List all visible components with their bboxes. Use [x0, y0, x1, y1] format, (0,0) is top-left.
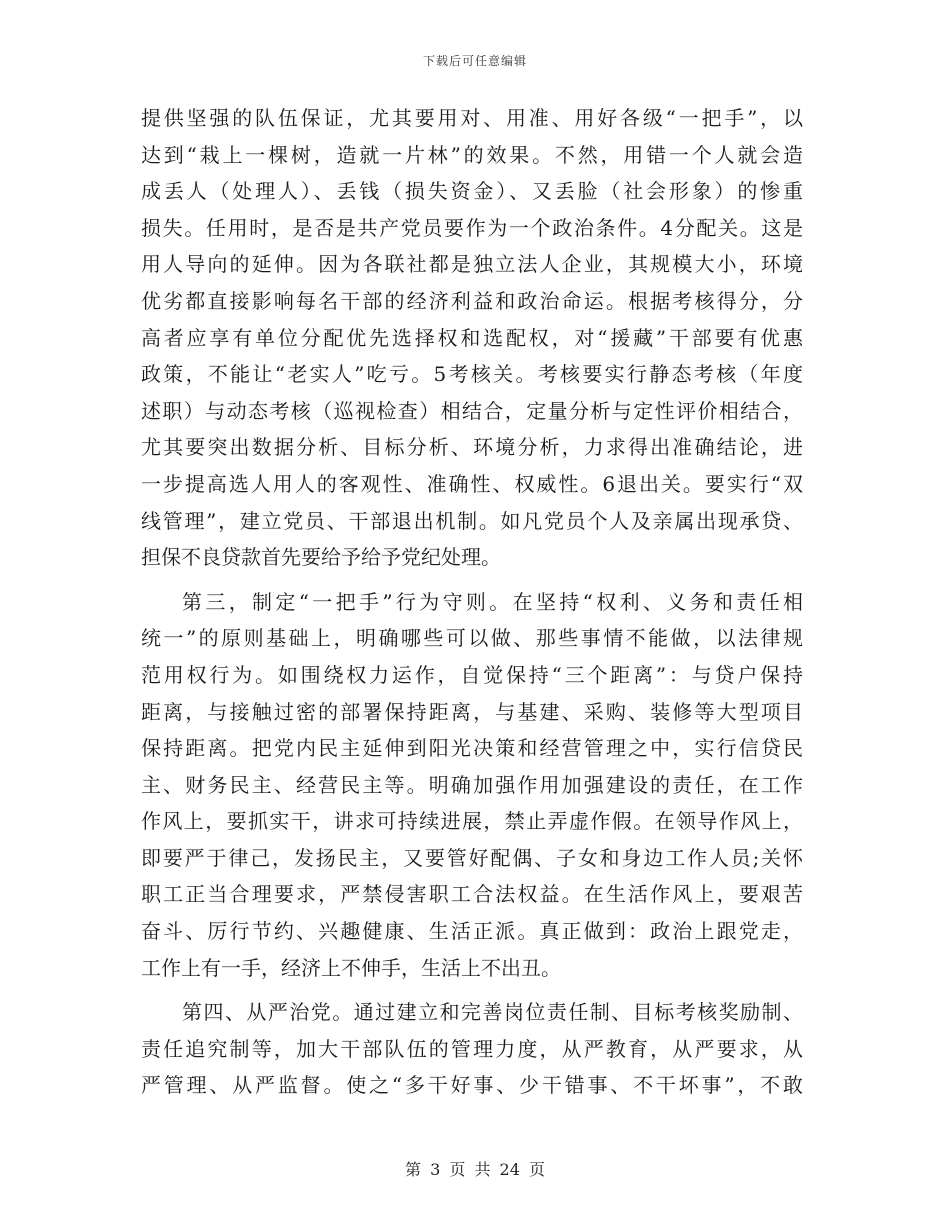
text-line: 作风上，要抓实干，讲求可持续进展，禁止弄虚作假。在领导作风上， — [141, 809, 803, 834]
document-body — [141, 100, 803, 1104]
text-line: 一步提高选人用人的客观性、准确性、权威性。6退出关。要实行“双 — [141, 471, 803, 496]
text-line: 达到“栽上一棵树，造就一片林”的效果。不然，用错一个人就会造 — [141, 142, 803, 167]
text-line: 成丢人（处理人）、丢钱（损失资金）、又丢脸（社会形象）的惨重 — [141, 179, 803, 204]
text-line: 第四、从严治党。通过建立和完善岗位责任制、目标考核奖励制、 — [182, 1000, 803, 1025]
text-line: 主、财务民主、经营民主等。明确加强作用加强建设的责任，在工作 — [141, 772, 803, 797]
text-line: 用人导向的延伸。因为各联社都是独立法人企业，其规模大小，环境 — [141, 252, 803, 277]
text-line: 损失。任用时，是否是共产党员要作为一个政治条件。4分配关。这是 — [141, 215, 803, 240]
text-line: 范用权行为。如围绕权力运作，自觉保持“三个距离”：与贷户保持 — [141, 662, 803, 687]
text-line: 高者应享有单位分配优先选择权和选配权，对“援藏”干部要有优惠 — [141, 325, 803, 350]
text-line: 保持距离。把党内民主延伸到阳光决策和经营管理之中，实行信贷民 — [141, 736, 803, 761]
text-line: 述职）与动态考核（巡视检查）相结合，定量分析与定性评价相结合， — [141, 398, 803, 423]
paragraph — [141, 100, 803, 576]
text-line: 严管理、从严监督。使之“多干好事、少干错事、不干坏事”，不敢 — [141, 1073, 803, 1098]
text-line: 提供坚强的队伍保证，尤其要用对、用准、用好各级“一把手”，以 — [141, 106, 803, 130]
text-line: 政策，不能让“老实人”吃亏。5考核关。考核要实行静态考核（年度 — [141, 362, 803, 387]
text-line: 责任追究制等，加大干部队伍的管理力度，从严教育，从严要求，从 — [141, 1036, 803, 1061]
text-line: 奋斗、厉行节约、兴趣健康、生活正派。真正做到：政治上跟党走， — [141, 919, 803, 944]
text-line: 担保不良贷款首先要给予给予党纪处理。 — [141, 545, 501, 570]
page-header: 下载后可任意编辑 — [422, 54, 527, 68]
text-line: 尤其要突出数据分析、目标分析、环境分析，力求得出准确结论，进 — [141, 435, 803, 460]
text-line: 距离，与接触过密的部署保持距离，与基建、采购、装修等大型项目 — [141, 699, 803, 724]
text-line: 线管理”，建立党员、干部退出机制。如凡党员个人及亲属出现承贷、 — [141, 508, 803, 533]
text-line: 工作上有一手，经济上不伸手，生活上不出丑。 — [141, 955, 561, 980]
paragraph — [141, 994, 803, 1104]
text-line: 统一”的原则基础上，明确哪些可以做、那些事情不能做，以法律规 — [141, 626, 803, 651]
text-line: 第三，制定“一把手”行为守则。在坚持“权利、义务和责任相 — [182, 589, 803, 614]
text-line: 职工正当合理要求，严禁侵害职工合法权益。在生活作风上，要艰苦 — [141, 882, 803, 907]
text-line: 即要严于律己，发扬民主，又要管好配偶、子女和身边工作人员;关怀 — [141, 845, 803, 870]
text-line: 优劣都直接影响每名干部的经济利益和政治命运。根据考核得分，分 — [141, 288, 803, 313]
page-number: 第 3 页 共 24 页 — [405, 1160, 545, 1179]
paragraph — [141, 584, 803, 987]
